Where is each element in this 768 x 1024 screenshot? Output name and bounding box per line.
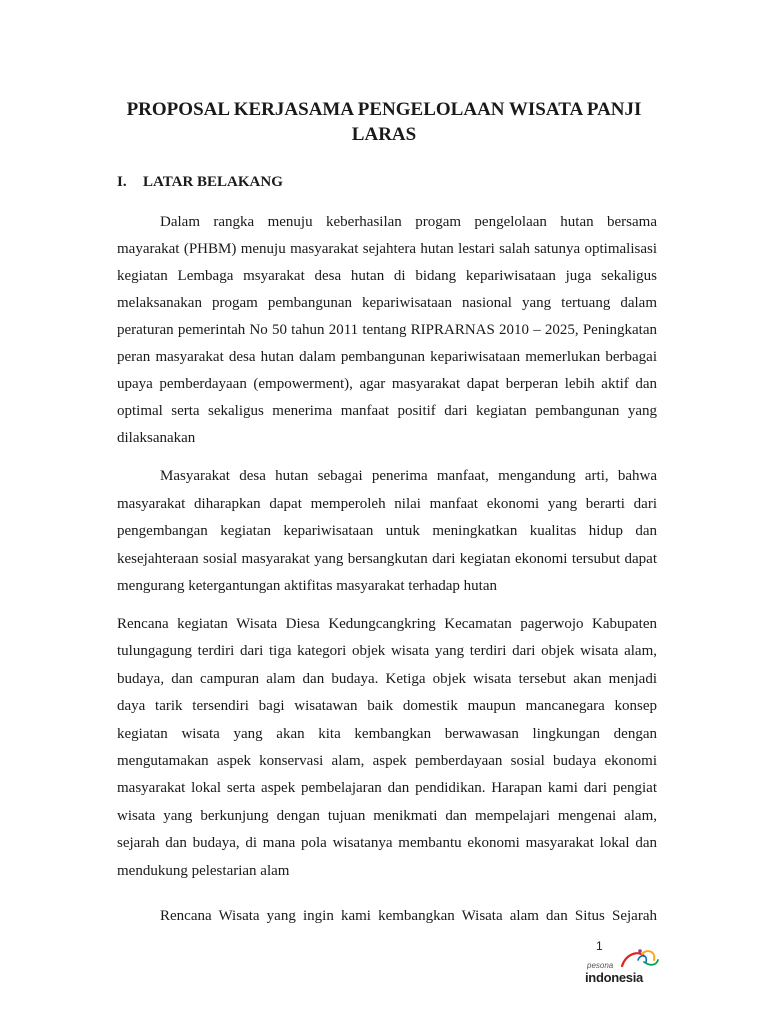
paragraph-line: upaya pemberdayaan (empowerment), agar masyarakat dapat berperan lebih aktif dan xyxy=(117,376,657,392)
paragraph-line: mayarakat (PHBM) menuju masyarakat sejahtera hutan lestari salah satunya optimalisasi xyxy=(117,241,657,257)
paragraph-line: masyarakat lokal serta aspek pembelajaran dan pendidikan. Harapan kami dari pengiat xyxy=(117,780,657,797)
section-heading xyxy=(117,172,283,192)
paragraph-2 xyxy=(117,463,657,601)
section-title: LATAR BELAKANG xyxy=(143,174,283,190)
paragraph-line: Masyarakat desa hutan sebagai penerima manfaat, mengandung arti, bahwa xyxy=(160,468,657,484)
paragraph-line: melaksanakan progam pembangunan kepariwisataan nasional yang tertuang dalam xyxy=(117,295,657,311)
paragraph-line: mengurang ketergantungan aktifitas masyarakat terhadap hutan xyxy=(117,578,497,595)
paragraph-line: tulungagung terdiri dari tiga kategori objek wisata yang terdiri dari objek wisata alam, xyxy=(117,643,657,660)
title-line-2: LARAS xyxy=(351,124,417,145)
paragraph-line: optimal serta sekaligus menerima manfaat positif dari kegiatan pembangunan yang xyxy=(117,403,657,419)
paragraph-1 xyxy=(117,209,657,452)
paragraph-line: peraturan pemerintah No 50 tahun 2011 tentang RIPRARNAS 2010 – 2025, Peningkatan xyxy=(117,322,657,338)
paragraph-line: dilaksanakan xyxy=(117,430,196,446)
paragraph-line: daya tarik tersendiri bagi wisatawan baik domestik maupun mancanegara konsep xyxy=(117,698,657,715)
paragraph-line: sejarah dan budaya, di mana pola wisatanya membantu ekonomi masyarakat lokal dan xyxy=(117,835,657,852)
paragraph-line: pengembangan kegiatan kepariwisataan untuk meningkatkan kualitas hidup dan xyxy=(117,523,657,540)
paragraph-line: peran masyarakat desa hutan dalam pembangunan kepariwisataan memerlukan berbagai xyxy=(117,349,657,365)
logo-text-indonesia: indonesia xyxy=(585,970,643,985)
section-number: I. xyxy=(117,174,127,190)
title-line-1: PROPOSAL KERJASAMA PENGELOLAAN WISATA PANJI xyxy=(126,99,642,120)
paragraph-3 xyxy=(117,611,657,885)
paragraph-line: Dalam rangka menuju keberhasilan progam pengelolaan hutan bersama xyxy=(160,214,657,230)
paragraph-line: Rencana Wisata yang ingin kami kembangkan Wisata alam dan Situs Sejarah xyxy=(160,908,657,924)
document-title xyxy=(100,97,668,147)
paragraph-line: mendukung pelestarian alam xyxy=(117,862,290,879)
paragraph-line: Rencana kegiatan Wisata Diesa Kedungcangkring Kecamatan pagerwojo Kabupaten xyxy=(117,616,657,632)
paragraph-line: wisata yang berkunjung dengan tujuan menikmati dan mempelajari mengenai alam, xyxy=(117,807,657,824)
paragraph-line: budaya, dan campuran alam dan budaya. Ketiga objek wisata tersebut akan menjadi xyxy=(117,670,657,687)
paragraph-line: masyarakat diharapkan dapat memperoleh nilai manfaat ekonomi yang berarti dari xyxy=(117,495,657,512)
paragraph-line: kegiatan wisata yang akan kita kembangkan berwawasan lingkungan dengan xyxy=(117,725,657,742)
paragraph-line: kegiatan Lembaga msyarakat desa hutan di bidang kepariwisataan juga sekaligus xyxy=(117,268,657,284)
paragraph-line: mengutamakan aspek konservasi alam, aspek pemberdayaan sosial budaya ekonomi xyxy=(117,753,657,770)
paragraph-4 xyxy=(117,908,657,925)
pesona-indonesia-logo xyxy=(582,948,662,988)
page-number: 1 xyxy=(596,939,603,953)
logo-text-pesona: pesona xyxy=(587,961,614,970)
paragraph-line: kesejahteraan sosial masyarakat yang bersangkutan dari kegiatan ekonomi tersubut dapat xyxy=(117,550,657,567)
